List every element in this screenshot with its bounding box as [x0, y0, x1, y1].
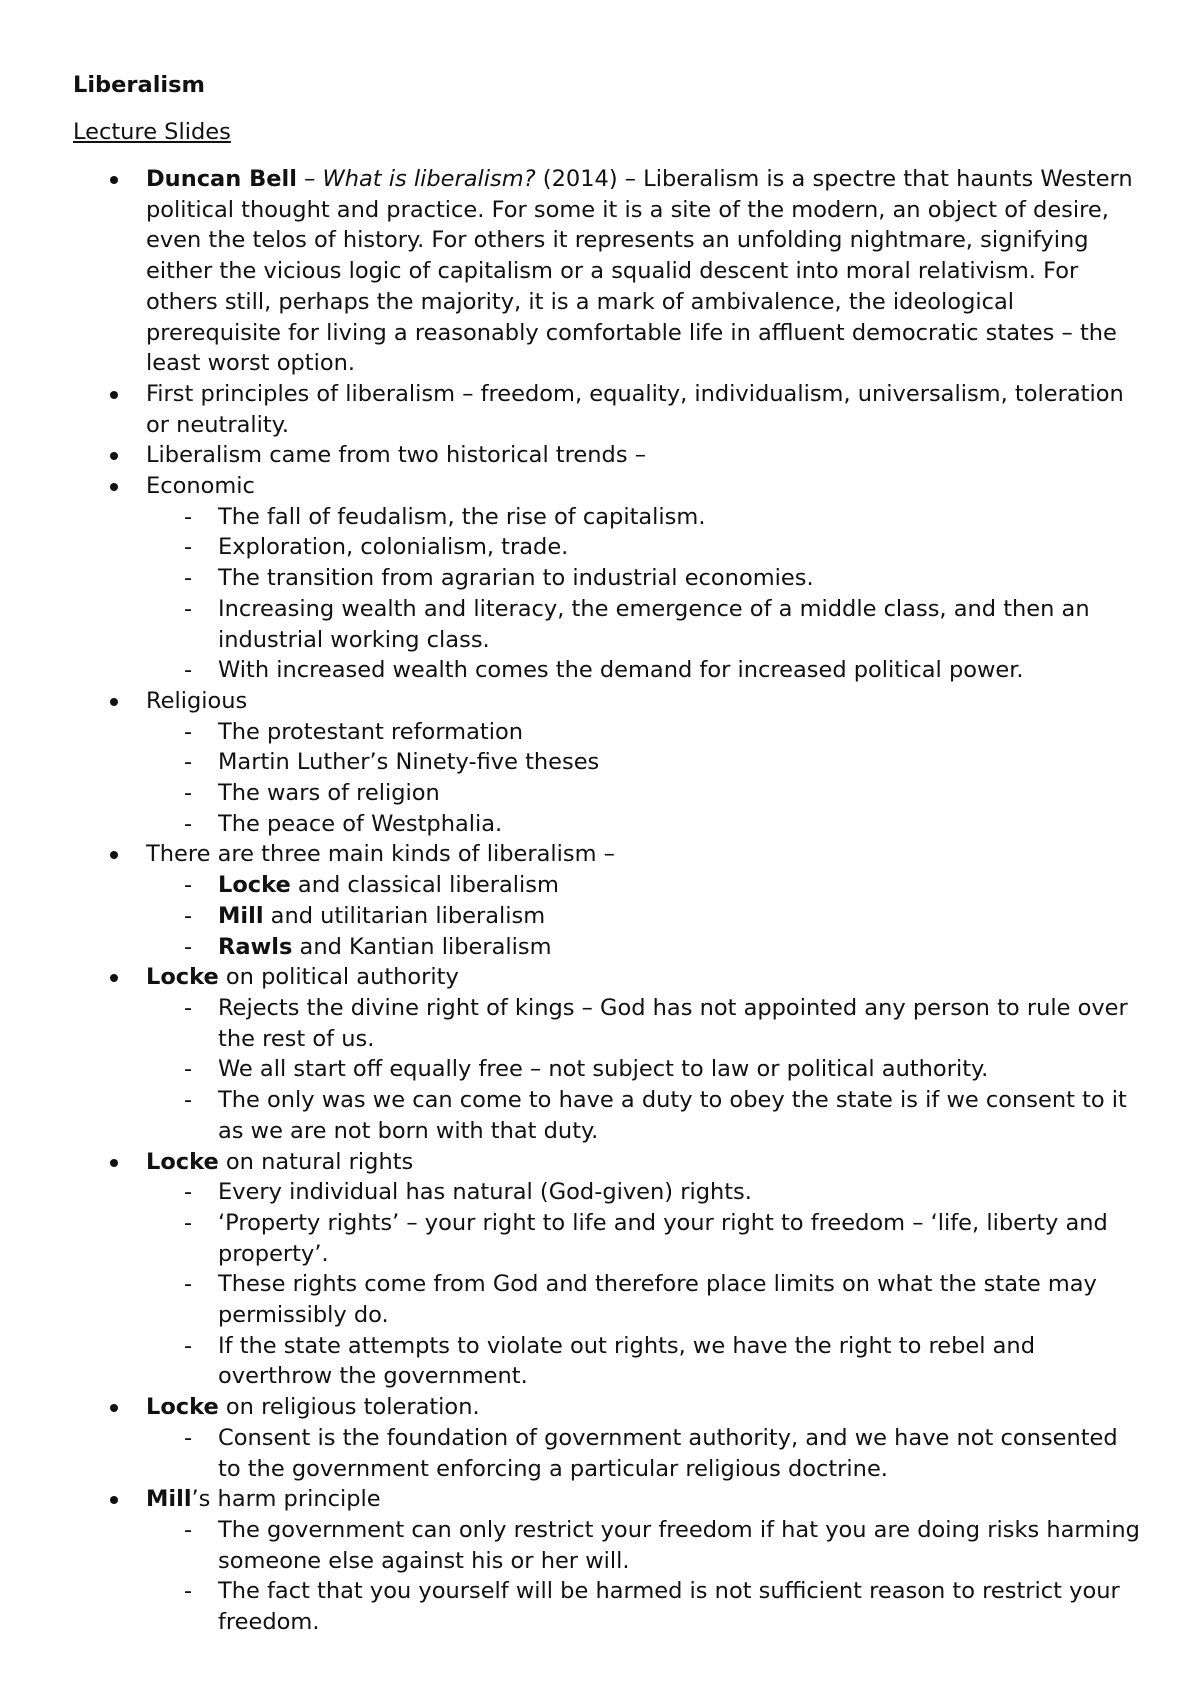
sub-item: - Consent is the foundation of government authority, and we have not consented to the government enforcing a particular religious doctrine. [0, 1423, 1200, 1484]
sub-item: - Every individual has natural (God-given) rights. [0, 1177, 1200, 1208]
sub-item: - The fall of feudalism, the rise of capitalism. [0, 502, 1200, 533]
sub-item: - If the state attempts to violate out rights, we have the right to rebel and overthrow the government. [0, 1331, 1200, 1392]
bell-name: Duncan Bell [146, 166, 297, 192]
sub-item: - Martin Luther’s Ninety-five theses [0, 747, 1200, 778]
bullet-text: on natural rights [218, 1148, 414, 1175]
bold-name: Locke [218, 872, 291, 899]
sub-item: - The fact that you yourself will be harmed is not sufficient reason to restrict your freedom. [0, 1576, 1200, 1637]
sub-text: and Kantian liberalism [292, 933, 552, 960]
sub-item [0, 932, 1200, 963]
bold-name: Mill [146, 1486, 192, 1513]
bell-work-title: What is liberalism? [322, 166, 536, 192]
bullet-mill-harm [0, 1484, 1200, 1515]
bullet-list [0, 164, 1200, 1638]
section-heading: Lecture Slides [73, 119, 231, 145]
bullet-three-kinds: There are three main kinds of liberalism – [0, 839, 1200, 870]
sub-item: - The government can only restrict your freedom if hat you are doing risks harming someone else against his or her will. [0, 1515, 1200, 1576]
bullet-religious: Religious [0, 686, 1200, 717]
document-title: Liberalism [73, 72, 205, 98]
bullet-first-principles: First principles of liberalism – freedom, equality, individualism, universalism, toleration or neutrality. [0, 379, 1200, 440]
bullet-locke-toleration [0, 1392, 1200, 1423]
sub-item: - ‘Property rights’ – your right to life and your right to freedom – ‘life, liberty and property’. [0, 1208, 1200, 1269]
sub-item: - Increasing wealth and literacy, the emergence of a middle class, and then an industrial working class. [0, 594, 1200, 655]
bullet-two-trends: Liberalism came from two historical trends – [0, 440, 1200, 471]
sub-text: and utilitarian liberalism [263, 902, 546, 929]
sub-item: - We all start off equally free – not subject to law or political authority. [0, 1054, 1200, 1085]
bold-name: Rawls [218, 933, 293, 960]
sub-text: and classical liberalism [290, 872, 559, 899]
sub-item: - The transition from agrarian to industrial economies. [0, 563, 1200, 594]
bullet-text: ’s harm principle [191, 1486, 381, 1513]
bell-dash: – [296, 166, 323, 192]
sub-item [0, 901, 1200, 932]
sub-item: - The wars of religion [0, 778, 1200, 809]
bullet-locke-rights [0, 1147, 1200, 1178]
bold-name: Locke [146, 964, 219, 991]
sub-item: - Rejects the divine right of kings – God has not appointed any person to rule over the rest of us. [0, 993, 1200, 1054]
sub-item: - These rights come from God and therefore place limits on what the state may permissibly do. [0, 1269, 1200, 1330]
bold-name: Locke [146, 1148, 219, 1175]
sub-item: - The peace of Westphalia. [0, 809, 1200, 840]
sub-item: - The protestant reformation [0, 717, 1200, 748]
bullet-text: on religious toleration. [218, 1394, 480, 1421]
bell-quote: (2014) – Liberalism is a spectre that haunts Western political thought and practice. For some it is a site of the modern, an object of desire, even the telos of history. For others it represents an unfolding nightmare, signifying either the vicious logic of capitalism or a squalid descent into moral relativism. For others still, perhaps the majority, it is a mark of ambivalence, the ideological prerequisite for living a reasonably comfortable life in affluent democratic states – the least worst option. [146, 166, 1133, 377]
bullet-duncan-bell [0, 164, 1200, 379]
bold-name: Mill [218, 902, 264, 929]
sub-item: - Exploration, colonialism, trade. [0, 532, 1200, 563]
bullet-text: on political authority [218, 964, 459, 991]
sub-item [0, 870, 1200, 901]
bullet-economic: Economic [0, 471, 1200, 502]
sub-item: - With increased wealth comes the demand for increased political power. [0, 655, 1200, 686]
sub-item: - The only was we can come to have a duty to obey the state is if we consent to it as we are not born with that duty. [0, 1085, 1200, 1146]
bullet-locke-authority [0, 962, 1200, 993]
bold-name: Locke [146, 1394, 219, 1421]
